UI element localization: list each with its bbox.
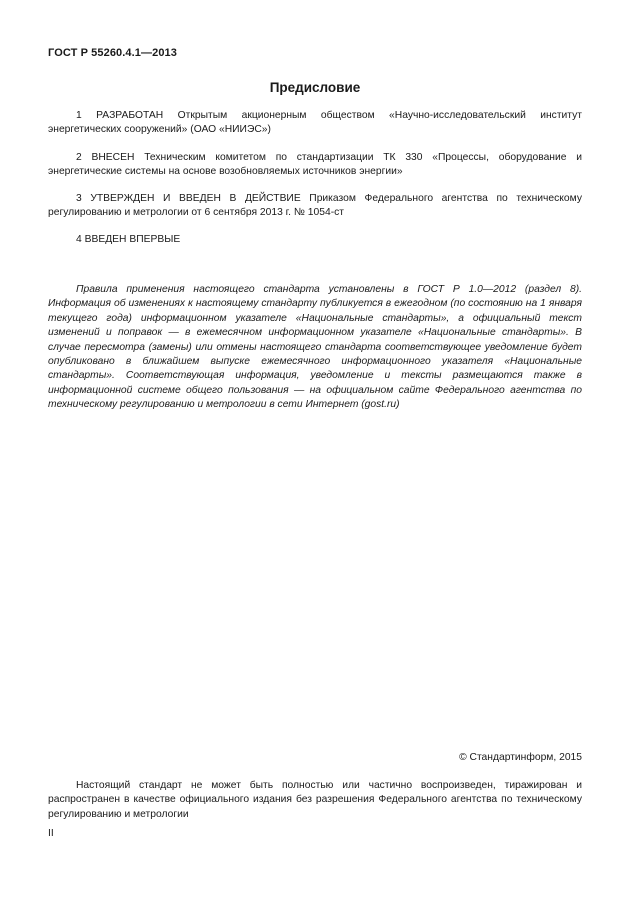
document-identifier: ГОСТ Р 55260.4.1—2013 [48, 47, 177, 59]
application-rules-notice: Правила применения настоящего стандарта установлены в ГОСТ Р 1.0—2012 (раздел 8). Информация об изменениях к настоящему стандарту публикуется в ежегодном (по состоянию на 1 января текущего года) информационном указателе «Национальные стандарты», а официальный текст изменений и поправок — в ежемесячном информационном указателе «Национальные стандарты». В случае пересмотра (замены) или отмены настоящего стандарта соответствующее уведомление будет опубликовано в ближайшем выпуске ежемесячного информационного указателя «Национальные стандарты». Соответствующая информация, уведомление и тексты размещаются также в информационной системе общего пользования — на официальном сайте Федерального агентства по техническому регулированию и метрологии в сети Интернет (gost.ru) [48, 284, 582, 411]
foreword-item-developed: 1 РАЗРАБОТАН Открытым акционерным обществом «Научно-исследовательский институт энергетических сооружений» (ОАО «НИИЭС») [48, 110, 582, 136]
reproduction-notice: Настоящий стандарт не может быть полностью или частично воспроизведен, тиражирован и распространен в качестве официального издания без разрешения Федерального агентства по техническому регулированию и метрологии [48, 780, 582, 820]
foreword-item-first-introduced: 4 ВВЕДЕН ВПЕРВЫЕ [76, 234, 181, 245]
copyright-line: © Стандартинформ, 2015 [459, 752, 582, 763]
foreword-item-introduced: 2 ВНЕСЕН Техническим комитетом по стандартизации ТК 330 «Процессы, оборудование и энергетические системы на основе возобновляемых источников энергии» [48, 152, 582, 178]
section-title: Предисловие [269, 80, 361, 95]
page-number: II [48, 828, 54, 839]
foreword-item-approved: 3 УТВЕРЖДЕН И ВВЕДЕН В ДЕЙСТВИЕ Приказом Федерального агентства по техническому регулированию и метрологии от 6 сентября 2013 г. № 1054-ст [48, 193, 582, 219]
